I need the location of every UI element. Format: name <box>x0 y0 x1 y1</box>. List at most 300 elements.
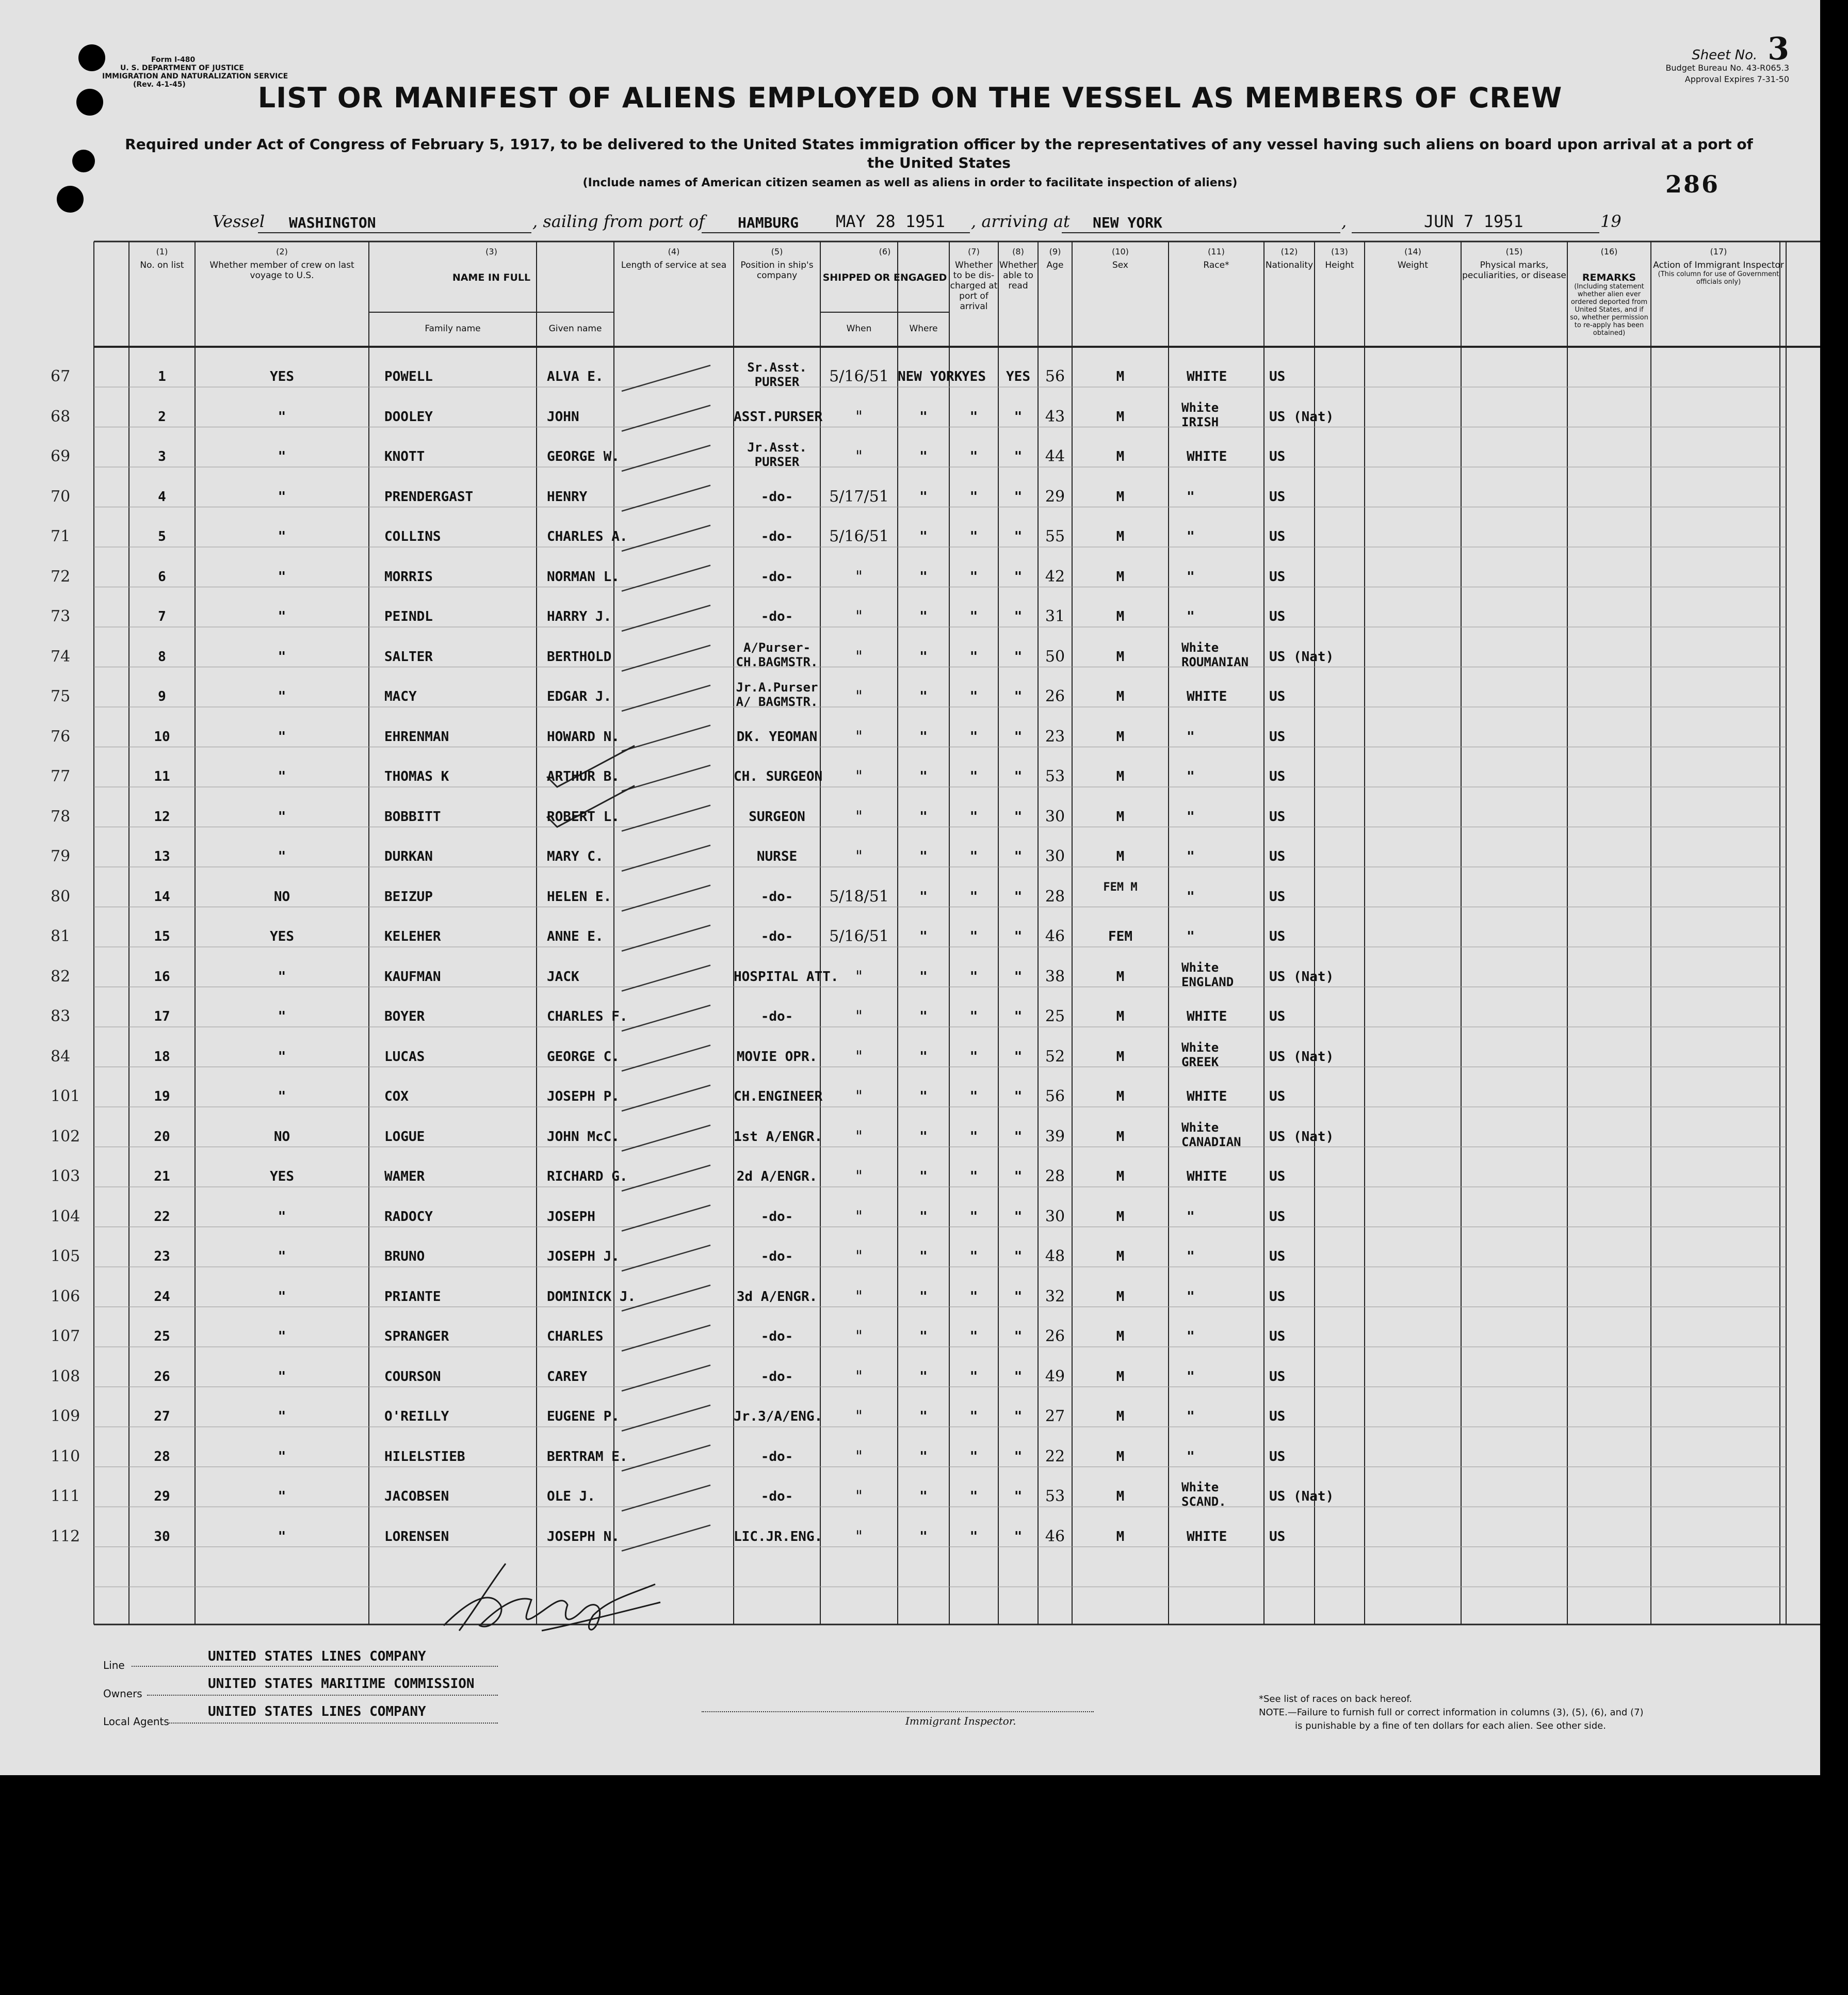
previous-voyage: " <box>278 489 286 505</box>
sex: M <box>1116 1409 1125 1424</box>
list-number: 2 <box>158 409 166 425</box>
shipped-where: " <box>919 1089 928 1104</box>
race: WHITE <box>1187 689 1227 704</box>
column-header-14 <box>1365 247 1461 270</box>
line-number: 109 <box>51 1407 80 1425</box>
line-number: 69 <box>51 447 71 465</box>
list-number: 6 <box>158 569 166 585</box>
sex: M <box>1116 969 1125 985</box>
position: Jr.A.Purser <box>736 680 818 695</box>
column-header-7 <box>949 247 998 312</box>
nationality: US (Nat) <box>1269 969 1334 985</box>
to-be-discharged: " <box>969 1049 978 1065</box>
able-to-read: " <box>1014 849 1023 864</box>
able-to-read: " <box>1014 689 1023 704</box>
line-number: 110 <box>51 1447 80 1466</box>
given-name: EDGAR J. <box>547 689 612 704</box>
agents-label: Local Agents <box>103 1715 169 1728</box>
given-name: ARTHUR B. <box>547 769 620 784</box>
race: WHITE <box>1187 1009 1227 1024</box>
nationality: US <box>1269 489 1286 505</box>
given-name: CAREY <box>547 1369 588 1385</box>
to-be-discharged: " <box>969 1489 978 1504</box>
line-value: UNITED STATES LINES COMPANY <box>208 1649 426 1664</box>
position: 2d A/ENGR. <box>736 1169 818 1184</box>
given-name: JOSEPH <box>547 1209 595 1225</box>
family-name: RADOCY <box>384 1209 433 1225</box>
line-number: 106 <box>51 1287 80 1306</box>
position: HOSPITAL ATT. <box>734 969 839 985</box>
column-number: (5) <box>771 247 783 256</box>
shipped-when: " <box>855 647 863 666</box>
given-name: CHARLES F. <box>547 1009 628 1024</box>
column-header-3 <box>369 247 614 283</box>
agents-value: UNITED STATES LINES COMPANY <box>208 1704 426 1719</box>
shipped-when: " <box>855 1527 863 1546</box>
age: 31 <box>1045 607 1065 625</box>
previous-voyage: " <box>278 969 286 985</box>
to-be-discharged: " <box>969 449 978 464</box>
column-number: (6) <box>879 247 891 256</box>
able-to-read: " <box>1014 1449 1023 1465</box>
able-to-read: " <box>1014 1529 1023 1544</box>
line-number: 73 <box>51 607 71 625</box>
previous-voyage: " <box>278 609 286 624</box>
position: -do- <box>760 1329 793 1344</box>
budget-bureau-number: Budget Bureau No. 43-R065.3 <box>1665 63 1789 73</box>
line-number: 107 <box>51 1327 80 1345</box>
able-to-read: " <box>1014 1489 1023 1504</box>
shipped-when: " <box>855 1207 863 1226</box>
to-be-discharged: " <box>969 1529 978 1544</box>
line-number: 71 <box>51 527 71 545</box>
list-number: 19 <box>154 1089 170 1104</box>
shipped-where: " <box>919 1049 928 1065</box>
shipped-when: " <box>855 407 863 426</box>
able-to-read: " <box>1014 1249 1023 1264</box>
vessel-name: WASHINGTON <box>289 214 376 231</box>
nationality: US (Nat) <box>1269 409 1334 425</box>
column-header-12 <box>1264 247 1315 270</box>
arrival-port-field <box>1062 214 1340 233</box>
column-label: NAME IN FULL <box>452 272 531 283</box>
race: " <box>1187 1409 1195 1424</box>
line-number: 112 <box>51 1527 80 1546</box>
able-to-read: " <box>1014 1409 1023 1424</box>
line-number: 81 <box>51 927 71 945</box>
form-revision: (Rev. 4-1-45) <box>133 81 186 89</box>
previous-voyage: " <box>278 1209 286 1225</box>
line-number: 101 <box>51 1087 80 1105</box>
able-to-read: " <box>1014 769 1023 784</box>
shipped-where: " <box>919 849 928 864</box>
punch-hole <box>78 44 105 71</box>
vessel-label: Vessel <box>213 212 265 231</box>
shipped-when: " <box>855 687 863 705</box>
race: " <box>1187 889 1195 905</box>
shipped-where: " <box>919 529 928 544</box>
to-be-discharged: " <box>969 409 978 425</box>
column-label: Physical marks, peculiarities, or disease <box>1462 260 1566 281</box>
to-be-discharged: " <box>969 929 978 944</box>
stamp-number: 286 <box>1665 170 1720 198</box>
form-department: U. S. DEPARTMENT OF JUSTICE <box>120 64 244 72</box>
arrival-date-stamp: JUN 7 1951 <box>1424 212 1523 231</box>
column-label: Position in ship's company <box>740 260 814 281</box>
previous-voyage: " <box>278 1289 286 1305</box>
race: " <box>1187 769 1195 784</box>
column-label: Race* <box>1203 260 1229 270</box>
previous-voyage: " <box>278 569 286 585</box>
to-be-discharged: YES <box>962 369 986 384</box>
age: 25 <box>1045 1007 1065 1025</box>
given-name: OLE J. <box>547 1489 595 1504</box>
family-name: DURKAN <box>384 849 433 864</box>
given-name: JOHN McC. <box>547 1129 620 1145</box>
family-name: PRENDERGAST <box>384 489 474 505</box>
shipped-where: " <box>919 609 928 624</box>
shipped-where: " <box>919 889 928 905</box>
to-be-discharged: " <box>969 1289 978 1305</box>
able-to-read: " <box>1014 1369 1023 1385</box>
page-subtitle: Required under Act of Congress of February 5, 1917, to be delivered to the United States immigration officer by the representatives of any vessel having such aliens on board upon arrival at a port of the United States <box>125 136 1753 171</box>
nationality: US (Nat) <box>1269 1049 1334 1065</box>
line-number: 67 <box>51 367 71 385</box>
sex: M <box>1116 809 1125 825</box>
to-be-discharged: " <box>969 729 978 745</box>
position: -do- <box>760 569 793 585</box>
given-name: JOSEPH P. <box>547 1089 620 1104</box>
given-name: JOSEPH N. <box>547 1529 620 1544</box>
family-name: LOGUE <box>384 1129 425 1145</box>
shipped-where: " <box>919 769 928 784</box>
column-header-15 <box>1461 247 1567 281</box>
sex: M <box>1116 1209 1125 1225</box>
age: 28 <box>1045 1167 1065 1185</box>
position: 3d A/ENGR. <box>736 1289 818 1305</box>
column-header-2 <box>195 247 369 281</box>
nationality: US (Nat) <box>1269 649 1334 665</box>
races-note: *See list of races on back hereof. <box>1259 1694 1412 1704</box>
column-note: (Including statement whether alien ever ordered deported from United States, and if so, whether permission to re-apply has been obtained) <box>1570 283 1648 337</box>
line-number: 68 <box>51 407 71 426</box>
to-be-discharged: " <box>969 1409 978 1424</box>
nationality: US <box>1269 1089 1286 1104</box>
position: ASST.PURSER <box>734 409 823 425</box>
column-sublabel: Given name <box>548 324 602 334</box>
line-number: 78 <box>51 807 71 826</box>
column-label: No. on list <box>140 260 184 270</box>
list-number: 23 <box>154 1249 170 1264</box>
column-label: REMARKS <box>1582 272 1636 283</box>
family-name: MACY <box>384 689 417 704</box>
sex: FEM <box>1108 929 1132 944</box>
sex: M <box>1116 449 1125 464</box>
given-name: ROBERT L. <box>547 809 620 825</box>
shipped-where: " <box>919 449 928 464</box>
column-label: SHIPPED OR ENGAGED <box>822 272 947 283</box>
given-name: EUGENE P. <box>547 1409 620 1424</box>
shipped-where: " <box>919 1129 928 1145</box>
shipped-where: " <box>919 569 928 585</box>
nationality: US <box>1269 849 1286 864</box>
column-number: (4) <box>668 247 680 256</box>
family-name: KELEHER <box>384 929 441 944</box>
position: PURSER <box>754 455 800 469</box>
column-number: (13) <box>1331 247 1348 256</box>
age: 50 <box>1045 647 1065 666</box>
list-number: 10 <box>154 729 170 745</box>
sex: M <box>1116 1489 1125 1504</box>
given-name: CHARLES <box>547 1329 604 1344</box>
shipped-when: " <box>855 1167 863 1185</box>
family-name: BOYER <box>384 1009 425 1024</box>
to-be-discharged: " <box>969 489 978 505</box>
race: " <box>1187 529 1195 544</box>
able-to-read: " <box>1014 649 1023 665</box>
shipped-when: " <box>855 1127 863 1146</box>
race: " <box>1187 569 1195 585</box>
line-label: Line <box>103 1659 125 1671</box>
nationality: US <box>1269 889 1286 905</box>
age: 22 <box>1045 1447 1065 1466</box>
race: " <box>1187 1209 1195 1225</box>
given-name: GEORGE W. <box>547 449 620 464</box>
race: " <box>1187 1289 1195 1305</box>
age: 26 <box>1045 687 1065 705</box>
footer-notes <box>1259 1693 1644 1733</box>
line-number: 108 <box>51 1367 80 1386</box>
list-number: 24 <box>154 1289 170 1305</box>
list-number: 25 <box>154 1329 170 1344</box>
list-number: 20 <box>154 1129 170 1145</box>
list-number: 26 <box>154 1369 170 1385</box>
list-number: 15 <box>154 929 170 944</box>
race: " <box>1187 1369 1195 1385</box>
family-name: BOBBITT <box>384 809 441 825</box>
able-to-read: " <box>1014 969 1023 985</box>
family-name: POWELL <box>384 369 433 384</box>
position: PURSER <box>754 375 800 389</box>
race: ENGLAND <box>1181 974 1234 989</box>
race: White <box>1181 1040 1219 1055</box>
list-number: 17 <box>154 1009 170 1024</box>
family-name: SPRANGER <box>384 1329 449 1344</box>
given-name: GEORGE C. <box>547 1049 620 1065</box>
given-name: HENRY <box>547 489 588 505</box>
age: 38 <box>1045 967 1065 986</box>
able-to-read: " <box>1014 1329 1023 1344</box>
given-name: HELEN E. <box>547 889 612 905</box>
position: A/ BAGMSTR. <box>736 695 818 709</box>
nationality: US <box>1269 1289 1286 1305</box>
list-number: 27 <box>154 1409 170 1424</box>
column-number: (3) <box>485 247 497 256</box>
port-field <box>702 212 970 233</box>
previous-voyage: " <box>278 1529 286 1544</box>
nationality: US <box>1269 569 1286 585</box>
shipped-where: " <box>919 409 928 425</box>
to-be-discharged: " <box>969 889 978 905</box>
shipped-where: " <box>919 809 928 825</box>
family-name: WAMER <box>384 1169 425 1184</box>
shipped-when: " <box>855 1287 863 1306</box>
previous-voyage: YES <box>270 369 294 384</box>
column-number: (9) <box>1049 247 1061 256</box>
list-number: 5 <box>158 529 166 544</box>
previous-voyage: " <box>278 689 286 704</box>
able-to-read: " <box>1014 409 1023 425</box>
family-name: KNOTT <box>384 449 425 464</box>
position: LIC.JR.ENG. <box>734 1529 823 1544</box>
line-number: 84 <box>51 1047 71 1066</box>
previous-voyage: " <box>278 1369 286 1385</box>
age: 52 <box>1045 1047 1065 1066</box>
nationality: US <box>1269 369 1286 384</box>
able-to-read: " <box>1014 529 1023 544</box>
age: 30 <box>1045 807 1065 826</box>
shipped-where: " <box>919 1369 928 1385</box>
age: 48 <box>1045 1247 1065 1265</box>
race: ROUMANIAN <box>1181 654 1249 669</box>
race: " <box>1187 1449 1195 1465</box>
previous-voyage: " <box>278 649 286 665</box>
list-number: 21 <box>154 1169 170 1184</box>
column-number: (10) <box>1112 247 1129 256</box>
position: CH.BAGMSTR. <box>736 654 818 669</box>
position: -do- <box>760 489 793 505</box>
nationality: US <box>1269 1209 1286 1225</box>
position: Jr.Asst. <box>747 440 807 455</box>
able-to-read: " <box>1014 489 1023 505</box>
nationality: US <box>1269 1449 1286 1465</box>
shipped-where: " <box>919 649 928 665</box>
list-number: 28 <box>154 1449 170 1465</box>
family-name: COX <box>384 1089 409 1104</box>
column-header-4 <box>614 247 734 270</box>
age: 29 <box>1045 487 1065 506</box>
sex: M <box>1116 689 1125 704</box>
sheet-info <box>1665 31 1789 85</box>
given-name: MARY C. <box>547 849 604 864</box>
list-number: 29 <box>154 1489 170 1504</box>
sheet-label: Sheet No. <box>1692 47 1758 63</box>
position: A/Purser- <box>743 640 811 655</box>
sailing-label: , sailing from port of <box>532 212 705 231</box>
shipped-when: " <box>855 1487 863 1505</box>
column-label: Age <box>1046 260 1064 270</box>
column-header-5 <box>734 247 820 281</box>
sex: M <box>1116 1049 1125 1065</box>
position: -do- <box>760 529 793 544</box>
form-number: Form I-480 <box>151 56 196 64</box>
previous-voyage: " <box>278 1089 286 1104</box>
shipped-when: " <box>855 607 863 625</box>
given-name: CHARLES A. <box>547 529 628 544</box>
line-number: 74 <box>51 647 71 666</box>
year-label: 19 <box>1600 212 1622 231</box>
sex: M <box>1116 1249 1125 1264</box>
race: CANADIAN <box>1181 1134 1241 1149</box>
shipped-when: " <box>855 807 863 826</box>
shipped-where: " <box>919 1249 928 1264</box>
to-be-discharged: " <box>969 1169 978 1184</box>
shipped-when: " <box>855 1047 863 1066</box>
previous-voyage: " <box>278 1489 286 1504</box>
shipped-where: " <box>919 1329 928 1344</box>
previous-voyage: " <box>278 409 286 425</box>
line-number: 77 <box>51 767 71 785</box>
family-name: HILELSTIEB <box>384 1449 465 1465</box>
able-to-read: " <box>1014 1009 1023 1024</box>
column-header-13 <box>1315 247 1365 270</box>
to-be-discharged: " <box>969 1089 978 1104</box>
column-number: (2) <box>276 247 288 256</box>
race: White <box>1181 400 1219 415</box>
sex: M <box>1116 609 1125 624</box>
age: 27 <box>1045 1407 1065 1425</box>
column-label: Whether able to read <box>999 260 1037 291</box>
given-name: ALVA E. <box>547 369 604 384</box>
previous-voyage: YES <box>270 929 294 944</box>
race: WHITE <box>1187 369 1227 384</box>
able-to-read: " <box>1014 569 1023 585</box>
list-number: 11 <box>154 769 170 784</box>
race: WHITE <box>1187 1089 1227 1104</box>
column-number: (14) <box>1404 247 1421 256</box>
age: 30 <box>1045 847 1065 865</box>
approval-expiry: Approval Expires 7-31-50 <box>1684 74 1789 84</box>
shipped-where: " <box>919 1489 928 1504</box>
column-label: Weight <box>1397 260 1429 270</box>
shipped-when: 5/16/51 <box>829 527 889 545</box>
sex: M <box>1116 1089 1125 1104</box>
family-name: PRIANTE <box>384 1289 441 1305</box>
age: 55 <box>1045 527 1065 545</box>
shipped-where: " <box>919 1009 928 1024</box>
able-to-read: " <box>1014 1289 1023 1305</box>
shipped-where: " <box>919 969 928 985</box>
previous-voyage: " <box>278 769 286 784</box>
column-number: (11) <box>1208 247 1225 256</box>
to-be-discharged: " <box>969 1249 978 1264</box>
column-sublabel: Family name <box>425 324 481 334</box>
list-number: 16 <box>154 969 170 985</box>
previous-voyage: " <box>278 1409 286 1424</box>
position: -do- <box>760 1209 793 1225</box>
line-number: 72 <box>51 567 71 586</box>
line-number: 75 <box>51 687 71 705</box>
shipped-where: " <box>919 1209 928 1225</box>
shipped-when: " <box>855 727 863 746</box>
position: Jr.3/A/ENG. <box>734 1409 823 1424</box>
race: " <box>1187 729 1195 745</box>
age: 46 <box>1045 1527 1065 1546</box>
position: -do- <box>760 1009 793 1024</box>
able-to-read: " <box>1014 889 1023 905</box>
able-to-read: " <box>1014 1049 1023 1065</box>
column-header-10 <box>1072 247 1169 270</box>
line-number: 70 <box>51 487 71 506</box>
column-number: (1) <box>156 247 168 256</box>
nationality: US <box>1269 1009 1286 1024</box>
sex: M <box>1116 369 1125 384</box>
race: WHITE <box>1187 449 1227 464</box>
column-number: (17) <box>1710 247 1727 256</box>
inspector-label: Immigrant Inspector. <box>905 1715 1016 1727</box>
shipped-when: 5/17/51 <box>829 487 889 506</box>
shipped-when: " <box>855 1247 863 1265</box>
